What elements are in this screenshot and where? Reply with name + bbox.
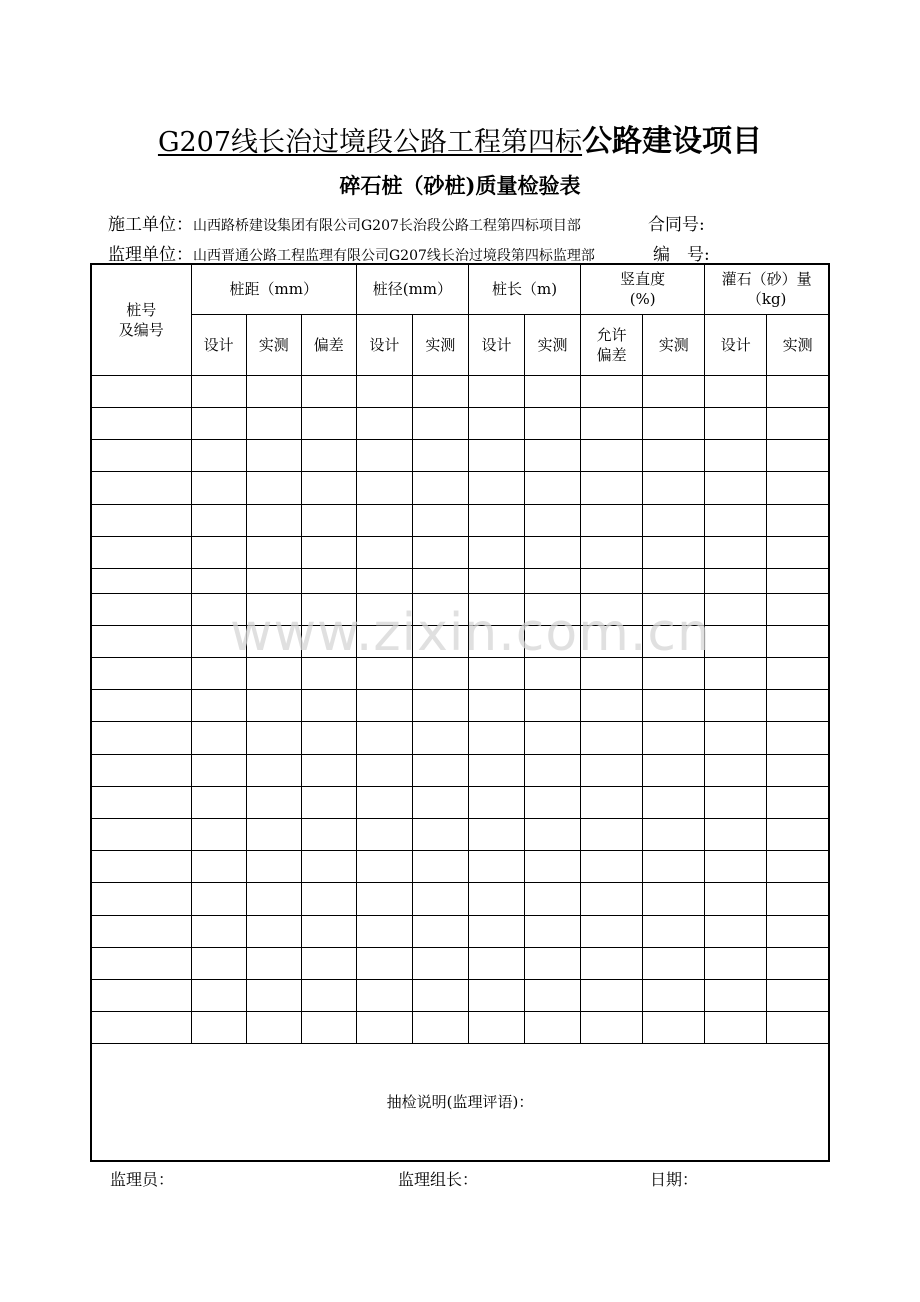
table-cell[interactable] [91, 504, 191, 536]
table-cell[interactable] [643, 915, 705, 947]
table-cell[interactable] [767, 593, 829, 625]
table-cell[interactable] [581, 818, 643, 850]
table-cell[interactable] [581, 754, 643, 786]
table-row [91, 689, 829, 721]
table-cell[interactable] [301, 947, 356, 979]
table-cell[interactable] [412, 375, 468, 407]
table-cell[interactable] [356, 850, 412, 882]
header-row-sub [91, 314, 829, 375]
date-label: 日期： [650, 1170, 699, 1189]
table-cell[interactable] [91, 375, 191, 407]
table-cell[interactable] [525, 1011, 581, 1043]
form-title: 碎石桩（砂桩)质量检验表 [339, 173, 581, 198]
table-cell[interactable] [525, 471, 581, 504]
table-cell[interactable] [705, 915, 767, 947]
table-row [91, 818, 829, 850]
table-cell[interactable] [356, 786, 412, 818]
table-cell[interactable] [468, 721, 524, 754]
table-cell[interactable] [525, 818, 581, 850]
table-cell[interactable] [581, 568, 643, 593]
table-cell[interactable] [191, 979, 246, 1011]
table-cell[interactable] [581, 1011, 643, 1043]
table-cell[interactable] [767, 818, 829, 850]
table-cell[interactable] [643, 536, 705, 568]
table-cell[interactable] [301, 439, 356, 471]
table-cell[interactable] [525, 439, 581, 471]
table-cell[interactable] [767, 471, 829, 504]
title-project-section: G207线长治过境段公路工程第四标 [157, 127, 583, 158]
table-cell[interactable] [356, 818, 412, 850]
table-cell[interactable] [412, 786, 468, 818]
table-cell[interactable] [246, 786, 301, 818]
table-cell[interactable] [468, 536, 524, 568]
table-cell[interactable] [301, 536, 356, 568]
table-cell[interactable] [581, 721, 643, 754]
table-cell[interactable] [301, 850, 356, 882]
table-cell[interactable] [246, 915, 301, 947]
table-row [91, 754, 829, 786]
table-cell[interactable] [356, 882, 412, 915]
table-cell[interactable] [246, 818, 301, 850]
table-cell[interactable] [643, 471, 705, 504]
table-cell[interactable] [246, 947, 301, 979]
diameter-design-header: 设计 [356, 314, 412, 375]
table-cell[interactable] [705, 407, 767, 439]
supervision-unit-label: 监理单位： [108, 245, 193, 265]
team-leader-signature-label: 监理组长： [398, 1170, 479, 1189]
table-cell[interactable] [412, 439, 468, 471]
table-cell[interactable] [767, 721, 829, 754]
table-cell[interactable] [356, 721, 412, 754]
table-cell[interactable] [412, 979, 468, 1011]
table-cell[interactable] [643, 568, 705, 593]
pile-spacing-header: 桩距（mm） [191, 264, 356, 314]
table-cell[interactable] [301, 882, 356, 915]
fill-quantity-header: 灌石（砂）量 （kg) [705, 264, 829, 314]
table-cell[interactable] [525, 407, 581, 439]
construction-unit-value: 山西路桥建设集团有限公司G207长治段公路工程第四标项目部 [193, 218, 581, 234]
table-cell[interactable] [356, 1011, 412, 1043]
table-row [91, 471, 829, 504]
table-cell[interactable] [767, 1011, 829, 1043]
table-cell[interactable] [767, 979, 829, 1011]
table-cell[interactable] [767, 850, 829, 882]
table-cell[interactable] [191, 471, 246, 504]
table-row [91, 536, 829, 568]
table-cell[interactable] [468, 979, 524, 1011]
table-cell[interactable] [356, 947, 412, 979]
remarks-row [91, 1043, 829, 1161]
table-cell[interactable] [412, 1011, 468, 1043]
spacing-design-header: 设计 [191, 314, 246, 375]
table-cell[interactable] [705, 625, 767, 657]
table-cell[interactable] [468, 375, 524, 407]
table-cell[interactable] [705, 504, 767, 536]
table-cell[interactable] [191, 504, 246, 536]
table-cell[interactable] [246, 471, 301, 504]
table-cell[interactable] [356, 568, 412, 593]
table-cell[interactable] [246, 568, 301, 593]
table-cell[interactable] [412, 536, 468, 568]
table-cell[interactable] [91, 625, 191, 657]
table-cell[interactable] [468, 882, 524, 915]
header-row-group [91, 264, 829, 314]
table-cell[interactable] [767, 657, 829, 689]
table-cell[interactable] [643, 754, 705, 786]
serial-number-label: 编 号: [653, 245, 710, 265]
table-cell[interactable] [581, 504, 643, 536]
table-row [91, 504, 829, 536]
table-cell[interactable] [91, 689, 191, 721]
length-design-header: 设计 [468, 314, 524, 375]
table-cell[interactable] [705, 471, 767, 504]
table-cell[interactable] [301, 915, 356, 947]
table-cell[interactable] [468, 504, 524, 536]
table-cell[interactable] [525, 504, 581, 536]
verticality-measured-header: 实测 [643, 314, 705, 375]
table-cell[interactable] [91, 439, 191, 471]
table-cell[interactable] [468, 786, 524, 818]
table-cell[interactable] [356, 754, 412, 786]
table-cell[interactable] [705, 439, 767, 471]
table-cell[interactable] [581, 375, 643, 407]
table-row [91, 568, 829, 593]
table-cell[interactable] [705, 786, 767, 818]
table-cell[interactable] [705, 754, 767, 786]
table-cell[interactable] [91, 882, 191, 915]
table-cell[interactable] [301, 721, 356, 754]
table-cell[interactable] [705, 882, 767, 915]
table-cell[interactable] [767, 882, 829, 915]
table-cell[interactable] [91, 979, 191, 1011]
table-cell[interactable] [581, 471, 643, 504]
construction-unit-label: 施工单位： [108, 215, 193, 235]
table-cell[interactable] [705, 818, 767, 850]
table-cell[interactable] [301, 1011, 356, 1043]
table-cell[interactable] [91, 850, 191, 882]
table-cell[interactable] [191, 536, 246, 568]
table-cell[interactable] [468, 1011, 524, 1043]
table-cell[interactable] [356, 979, 412, 1011]
table-cell[interactable] [468, 689, 524, 721]
table-cell[interactable] [525, 754, 581, 786]
table-cell[interactable] [356, 915, 412, 947]
table-cell[interactable] [581, 915, 643, 947]
table-cell[interactable] [412, 882, 468, 915]
table-cell[interactable] [705, 536, 767, 568]
table-cell[interactable] [356, 536, 412, 568]
table-cell[interactable] [412, 915, 468, 947]
table-cell[interactable] [705, 375, 767, 407]
table-cell[interactable] [643, 882, 705, 915]
table-cell[interactable] [581, 786, 643, 818]
table-cell[interactable] [468, 407, 524, 439]
table-row [91, 407, 829, 439]
table-row [91, 721, 829, 754]
table-cell[interactable] [767, 915, 829, 947]
table-cell[interactable] [191, 375, 246, 407]
table-cell[interactable] [191, 721, 246, 754]
table-row [91, 375, 829, 407]
table-cell[interactable] [246, 407, 301, 439]
table-cell[interactable] [581, 882, 643, 915]
table-cell[interactable] [246, 979, 301, 1011]
spacing-measured-header: 实测 [246, 314, 301, 375]
table-cell[interactable] [581, 979, 643, 1011]
table-row [91, 947, 829, 979]
table-cell[interactable] [643, 850, 705, 882]
table-cell[interactable] [91, 593, 191, 625]
table-cell[interactable] [301, 471, 356, 504]
table-cell[interactable] [468, 754, 524, 786]
table-cell[interactable] [525, 947, 581, 979]
table-cell[interactable] [356, 689, 412, 721]
table-cell[interactable] [191, 818, 246, 850]
title-project-type: 公路建设项目 [582, 124, 763, 159]
fill-measured-header: 实测 [767, 314, 829, 375]
table-cell[interactable] [412, 850, 468, 882]
table-cell[interactable] [643, 375, 705, 407]
table-cell[interactable] [643, 979, 705, 1011]
table-cell[interactable] [705, 593, 767, 625]
table-cell[interactable] [356, 407, 412, 439]
table-cell[interactable] [525, 915, 581, 947]
table-cell[interactable] [91, 407, 191, 439]
construction-unit-line [108, 210, 705, 235]
table-cell[interactable] [705, 657, 767, 689]
table-cell[interactable] [301, 504, 356, 536]
table-cell[interactable] [246, 721, 301, 754]
table-row [91, 1011, 829, 1043]
table-cell[interactable] [246, 754, 301, 786]
table-cell[interactable] [91, 947, 191, 979]
table-cell[interactable] [301, 407, 356, 439]
pile-diameter-header: 桩径(mm） [356, 264, 468, 314]
table-cell[interactable] [191, 754, 246, 786]
table-cell[interactable] [191, 407, 246, 439]
table-cell[interactable] [91, 721, 191, 754]
pile-id-header: 桩号 及编号 [91, 264, 191, 375]
table-cell[interactable] [525, 721, 581, 754]
table-cell[interactable] [356, 471, 412, 504]
table-cell[interactable] [767, 439, 829, 471]
table-cell[interactable] [767, 689, 829, 721]
table-cell[interactable] [767, 375, 829, 407]
table-cell[interactable] [705, 850, 767, 882]
table-cell[interactable] [525, 979, 581, 1011]
table-cell[interactable] [525, 375, 581, 407]
table-cell[interactable] [643, 439, 705, 471]
table-cell[interactable] [643, 721, 705, 754]
table-cell[interactable] [91, 536, 191, 568]
table-cell[interactable] [412, 689, 468, 721]
table-cell[interactable] [581, 536, 643, 568]
table-cell[interactable] [356, 504, 412, 536]
table-cell[interactable] [705, 721, 767, 754]
table-cell[interactable] [468, 947, 524, 979]
table-cell[interactable] [301, 568, 356, 593]
table-cell[interactable] [246, 689, 301, 721]
table-cell[interactable] [246, 850, 301, 882]
table-cell[interactable] [412, 504, 468, 536]
table-cell[interactable] [767, 625, 829, 657]
table-cell[interactable] [468, 850, 524, 882]
table-cell[interactable] [643, 818, 705, 850]
table-cell[interactable] [767, 947, 829, 979]
table-cell[interactable] [301, 979, 356, 1011]
table-cell[interactable] [191, 689, 246, 721]
table-cell[interactable] [767, 754, 829, 786]
table-cell[interactable] [91, 657, 191, 689]
table-cell[interactable] [301, 754, 356, 786]
table-cell[interactable] [468, 915, 524, 947]
table-cell[interactable] [191, 947, 246, 979]
table-cell[interactable] [468, 568, 524, 593]
table-cell[interactable] [301, 689, 356, 721]
table-cell[interactable] [468, 818, 524, 850]
table-cell[interactable] [301, 818, 356, 850]
table-cell[interactable] [767, 568, 829, 593]
table-cell[interactable] [412, 568, 468, 593]
table-cell[interactable] [191, 786, 246, 818]
table-cell[interactable] [643, 407, 705, 439]
table-cell[interactable] [581, 407, 643, 439]
table-cell[interactable] [767, 536, 829, 568]
table-cell[interactable] [91, 471, 191, 504]
spacing-deviation-header: 偏差 [301, 314, 356, 375]
table-cell[interactable] [191, 439, 246, 471]
diameter-measured-header: 实测 [412, 314, 468, 375]
document-title [0, 116, 920, 160]
table-cell[interactable] [246, 504, 301, 536]
table-row [91, 979, 829, 1011]
fill-design-header: 设计 [705, 314, 767, 375]
supervision-unit-value: 山西晋通公路工程监理有限公司G207线长治过境段第四标监理部 [193, 248, 595, 264]
table-cell[interactable] [246, 536, 301, 568]
table-cell[interactable] [643, 1011, 705, 1043]
table-cell[interactable] [301, 786, 356, 818]
table-cell[interactable] [191, 568, 246, 593]
table-cell[interactable] [525, 850, 581, 882]
table-cell[interactable] [643, 786, 705, 818]
table-cell[interactable] [643, 504, 705, 536]
table-cell[interactable] [705, 979, 767, 1011]
table-cell[interactable] [412, 754, 468, 786]
inspection-table [90, 263, 830, 1162]
table-cell[interactable] [767, 504, 829, 536]
table-cell[interactable] [643, 689, 705, 721]
table-cell[interactable] [412, 721, 468, 754]
table-cell[interactable] [246, 1011, 301, 1043]
table-cell[interactable] [525, 882, 581, 915]
pile-length-header: 桩长（m) [468, 264, 580, 314]
table-cell[interactable] [767, 407, 829, 439]
table-cell[interactable] [525, 568, 581, 593]
table-cell[interactable] [412, 407, 468, 439]
table-cell[interactable] [581, 439, 643, 471]
table-cell[interactable] [246, 882, 301, 915]
table-cell[interactable] [525, 689, 581, 721]
length-measured-header: 实测 [525, 314, 581, 375]
table-cell[interactable] [356, 375, 412, 407]
table-cell[interactable] [191, 915, 246, 947]
table-cell[interactable] [525, 786, 581, 818]
table-cell[interactable] [246, 375, 301, 407]
table-cell[interactable] [412, 947, 468, 979]
supervision-unit-line [108, 240, 710, 265]
table-cell[interactable] [705, 1011, 767, 1043]
table-cell[interactable] [705, 689, 767, 721]
verticality-header: 竖直度 (%) [581, 264, 705, 314]
table-cell[interactable] [468, 439, 524, 471]
table-row [91, 882, 829, 915]
table-cell[interactable] [91, 915, 191, 947]
verticality-allowed-header: 允许 偏差 [581, 314, 643, 375]
table-cell[interactable] [191, 882, 246, 915]
table-cell[interactable] [191, 1011, 246, 1043]
watermark: www.zixin.com.cn [230, 603, 711, 663]
table-cell[interactable] [91, 818, 191, 850]
table-cell[interactable] [705, 947, 767, 979]
table-cell[interactable] [91, 1011, 191, 1043]
table-cell[interactable] [705, 568, 767, 593]
table-cell[interactable] [468, 471, 524, 504]
table-cell[interactable] [412, 471, 468, 504]
table-cell[interactable] [643, 947, 705, 979]
table-cell[interactable] [525, 536, 581, 568]
table-cell[interactable] [581, 689, 643, 721]
table-cell[interactable] [91, 754, 191, 786]
table-cell[interactable] [412, 818, 468, 850]
remarks-label[interactable]: 抽检说明(监理评语)： [91, 1043, 829, 1161]
table-cell[interactable] [191, 850, 246, 882]
table-row [91, 915, 829, 947]
supervisor-signature-label: 监理员： [110, 1170, 175, 1189]
table-row [91, 850, 829, 882]
table-cell[interactable] [767, 786, 829, 818]
table-cell[interactable] [301, 375, 356, 407]
table-row [91, 786, 829, 818]
table-cell[interactable] [91, 786, 191, 818]
table-cell[interactable] [91, 568, 191, 593]
table-cell[interactable] [581, 850, 643, 882]
table-row [91, 439, 829, 471]
table-cell[interactable] [356, 439, 412, 471]
contract-number-label: 合同号: [648, 215, 705, 235]
table-cell[interactable] [246, 439, 301, 471]
table-cell[interactable] [581, 947, 643, 979]
